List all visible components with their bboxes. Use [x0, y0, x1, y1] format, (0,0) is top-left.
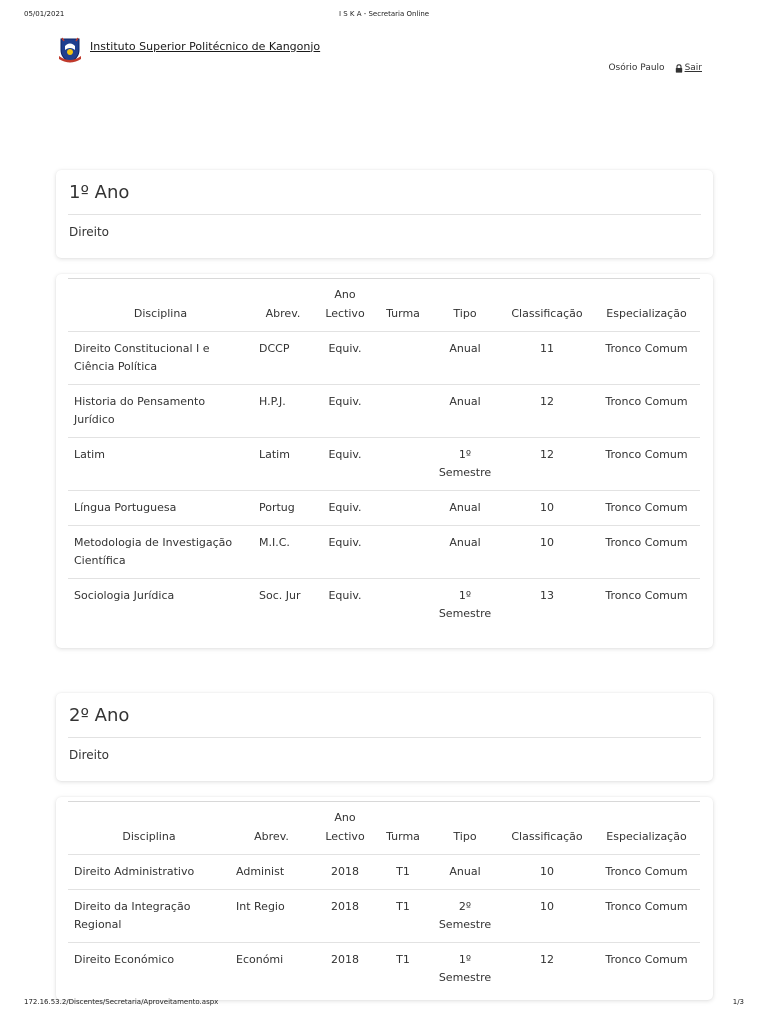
cell-classificacao: 13 [540, 589, 554, 602]
print-date: 05/01/2021 [24, 10, 65, 18]
cell-disciplina: Direito Administrativo [68, 855, 230, 890]
cell-abrev: DCCP [253, 332, 313, 385]
cell-classificacao: 10 [501, 855, 593, 890]
grades-table [68, 278, 700, 631]
institution-link[interactable]: Instituto Superior Politécnico de Kangonjo [90, 39, 321, 53]
column-header-turma[interactable]: Turma [377, 802, 429, 855]
cell-classificacao: 11 [501, 332, 593, 385]
cell-turma [377, 491, 429, 526]
cell-turma [377, 332, 429, 385]
cell-tipo: 2º Semestre [429, 890, 501, 943]
cell-abrev: M.I.C. [253, 526, 313, 579]
cell-ano-lectivo: Equiv. [313, 385, 377, 438]
cell-abrev: Latim [253, 438, 313, 491]
column-header-ano-lectivo[interactable]: Ano Lectivo [313, 279, 377, 332]
logout-link[interactable] [675, 63, 702, 73]
cell-tipo: Anual [429, 385, 501, 438]
cell-especializacao: Tronco Comum [593, 491, 700, 526]
cell-ano-lectivo: Equiv. [313, 332, 377, 385]
brand [58, 36, 320, 64]
cell-tipo: Anual [429, 855, 501, 890]
cell-especializacao: Tronco Comum [593, 526, 700, 579]
cell-classificacao: 12 [540, 953, 554, 966]
cell-abrev: Económi [236, 953, 284, 966]
cell-tipo: Anual [429, 491, 501, 526]
table-row [68, 943, 700, 996]
cell-classificacao: 12 [501, 385, 593, 438]
course-name: Direito [69, 225, 110, 239]
cell-ano-lectivo: 2018 [313, 855, 377, 890]
cell-tipo: 1º Semestre [438, 953, 492, 984]
course-name: Direito [69, 748, 110, 762]
table-row [68, 890, 700, 943]
cell-disciplina: Língua Portuguesa [68, 491, 253, 526]
print-page-title: I S K A - Secretaria Online [338, 10, 430, 18]
grades-table [68, 801, 700, 995]
cell-disciplina: Metodologia de Investigação Científica [68, 526, 253, 579]
print-page-number: 1/3 [732, 998, 744, 1006]
cell-disciplina: Direito Económico [74, 953, 175, 966]
column-header-ano-lectivo[interactable]: Ano Lectivo [313, 802, 377, 855]
cell-ano-lectivo: Equiv. [313, 491, 377, 526]
table-row [68, 438, 700, 491]
cell-turma: T1 [377, 855, 429, 890]
grades-card-1 [56, 274, 713, 648]
cell-especializacao: Tronco Comum [593, 890, 700, 943]
card-divider [68, 214, 701, 215]
cell-classificacao: 12 [501, 438, 593, 491]
cell-especializacao: Tronco Comum [593, 385, 700, 438]
column-header-abrev[interactable]: Abrev. [230, 802, 313, 855]
cell-ano-lectivo: Equiv. [328, 589, 362, 602]
year-title: 2º Ano [69, 705, 130, 726]
cell-especializacao: Tronco Comum [593, 855, 700, 890]
column-header-turma[interactable]: Turma [377, 279, 429, 332]
column-header-tipo[interactable]: Tipo [429, 279, 501, 332]
cell-especializacao: Tronco Comum [605, 953, 688, 966]
table-row [68, 385, 700, 438]
column-header-especializacao[interactable]: Especialização [593, 802, 700, 855]
table-header-row [68, 802, 700, 855]
cell-abrev: Int Regio [230, 890, 313, 943]
lock-icon [675, 64, 683, 73]
cell-tipo: 1º Semestre [438, 589, 492, 620]
logout-label: Sair [684, 63, 702, 73]
column-header-tipo[interactable]: Tipo [429, 802, 501, 855]
cell-disciplina: Historia do Pensamento Jurídico [68, 385, 253, 438]
table-row [68, 855, 700, 890]
cell-turma [377, 579, 429, 632]
table-row [68, 579, 700, 632]
year-card-1 [56, 170, 713, 258]
table-row [68, 332, 700, 385]
column-header-classificacao[interactable]: Classificação [501, 279, 593, 332]
cell-abrev: H.P.J. [253, 385, 313, 438]
cell-abrev: Soc. Jur [259, 589, 301, 602]
year-title: 1º Ano [69, 182, 130, 203]
column-header-classificacao[interactable]: Classificação [501, 802, 593, 855]
year-card-2 [56, 693, 713, 781]
cell-disciplina: Direito da Integração Regional [68, 890, 230, 943]
cell-tipo: Anual [429, 526, 501, 579]
cell-abrev: Portug [253, 491, 313, 526]
cell-classificacao: 10 [501, 491, 593, 526]
grades-card-2 [56, 797, 713, 1000]
table-row [68, 526, 700, 579]
cell-turma [377, 438, 429, 491]
institution-logo-icon [58, 37, 82, 63]
column-header-disciplina[interactable]: Disciplina [68, 802, 230, 855]
user-name: Osório Paulo [608, 63, 665, 73]
card-divider [68, 737, 701, 738]
column-header-disciplina[interactable]: Disciplina [68, 279, 253, 332]
cell-especializacao: Tronco Comum [605, 589, 688, 602]
print-url: 172.16.53.2/Discentes/Secretaria/Aproveitamento.aspx [24, 998, 219, 1006]
cell-disciplina: Sociologia Jurídica [74, 589, 175, 602]
table-header-row [68, 279, 700, 332]
cell-disciplina: Latim [68, 438, 253, 491]
cell-ano-lectivo: Equiv. [313, 438, 377, 491]
cell-ano-lectivo: 2018 [313, 890, 377, 943]
cell-tipo: Anual [429, 332, 501, 385]
cell-disciplina: Direito Constitucional I e Ciência Política [68, 332, 253, 385]
cell-abrev: Administ [230, 855, 313, 890]
table-row [68, 491, 700, 526]
cell-tipo: 1º Semestre [429, 438, 501, 491]
cell-classificacao: 10 [501, 526, 593, 579]
column-header-abrev[interactable]: Abrev. [253, 279, 313, 332]
cell-ano-lectivo: Equiv. [313, 526, 377, 579]
cell-ano-lectivo: 2018 [331, 953, 359, 966]
cell-especializacao: Tronco Comum [593, 438, 700, 491]
cell-turma [377, 526, 429, 579]
cell-classificacao: 10 [501, 890, 593, 943]
user-bar [608, 63, 702, 73]
print-header [24, 10, 744, 22]
column-header-especializacao[interactable]: Especialização [593, 279, 700, 332]
cell-especializacao: Tronco Comum [593, 332, 700, 385]
cell-turma: T1 [396, 953, 410, 966]
print-footer [24, 998, 744, 1010]
cell-turma [377, 385, 429, 438]
cell-turma: T1 [377, 890, 429, 943]
